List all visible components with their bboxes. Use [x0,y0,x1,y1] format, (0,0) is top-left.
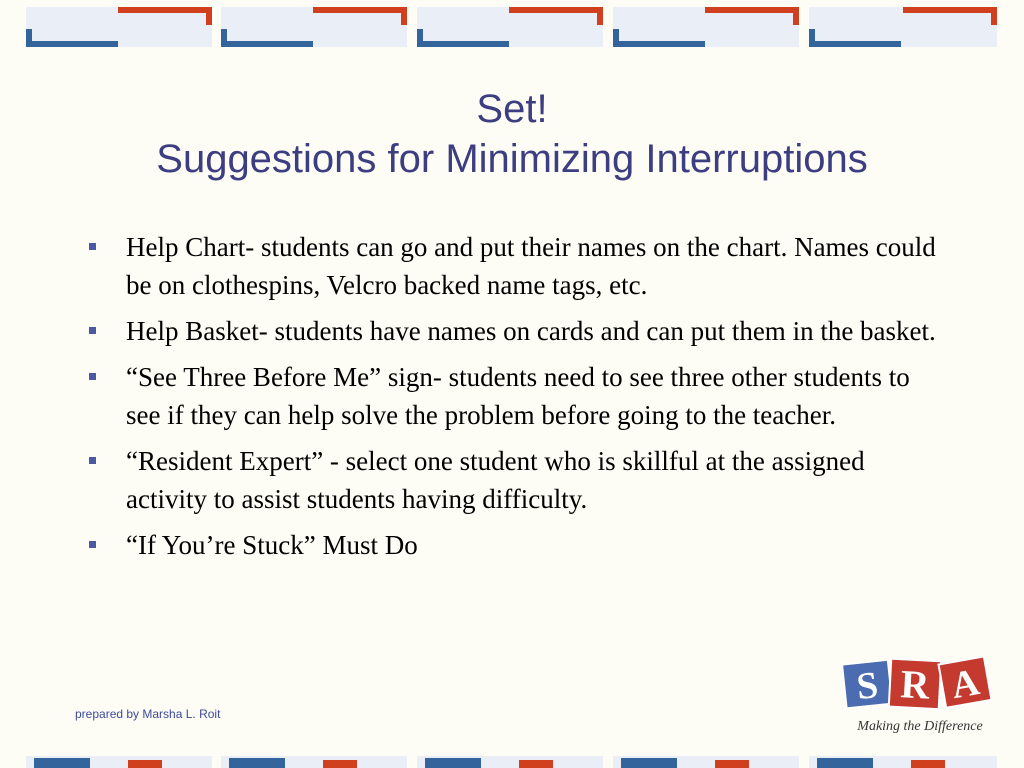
deco-block [613,756,799,768]
deco-block [221,756,407,768]
bullet-text: Help Basket- students have names on cards and can put them in the basket. [126,316,936,346]
deco-block [809,7,997,47]
sra-logo [838,652,1000,740]
top-decorative-border [0,7,1024,47]
title-line-1: Set! [476,87,548,131]
square-bullet-icon [89,373,96,380]
bullet-text: “Resident Expert” - select one student who is skillful at the assigned activity to assist students having difficulty. [126,446,865,514]
bullet-item [86,228,946,304]
deco-block [613,7,799,47]
deco-block [221,7,407,47]
footer-credit: prepared by Marsha L. Roit [75,707,221,721]
square-bullet-icon [89,243,96,250]
bullet-item [86,526,946,564]
title-line-2: Suggestions for Minimizing Interruptions [156,137,868,181]
logo-letter-s: S [854,664,881,709]
logo-letter-r: R [899,661,931,708]
bottom-decorative-border [0,756,1024,768]
bullet-item [86,442,946,518]
bullet-text: “See Three Before Me” sign- students need to see three other students to see if they can help solve the problem before going to the teacher. [126,362,910,430]
bullet-list [86,228,946,572]
bullet-item [86,312,946,350]
deco-block [417,756,603,768]
deco-block [26,7,212,47]
square-bullet-icon [89,327,96,334]
deco-block [809,756,997,768]
deco-block [26,756,212,768]
logo-letter-a: A [948,661,983,708]
square-bullet-icon [89,457,96,464]
slide-title [0,84,1024,184]
bullet-text: “If You’re Stuck” Must Do [126,530,418,560]
bullet-text: Help Chart- students can go and put their names on the chart. Names could be on clothespins, Velcro backed name tags, etc. [126,232,936,300]
logo-tagline: Making the Difference [857,719,983,734]
deco-block [417,7,603,47]
square-bullet-icon [89,541,96,548]
bullet-item [86,358,946,434]
